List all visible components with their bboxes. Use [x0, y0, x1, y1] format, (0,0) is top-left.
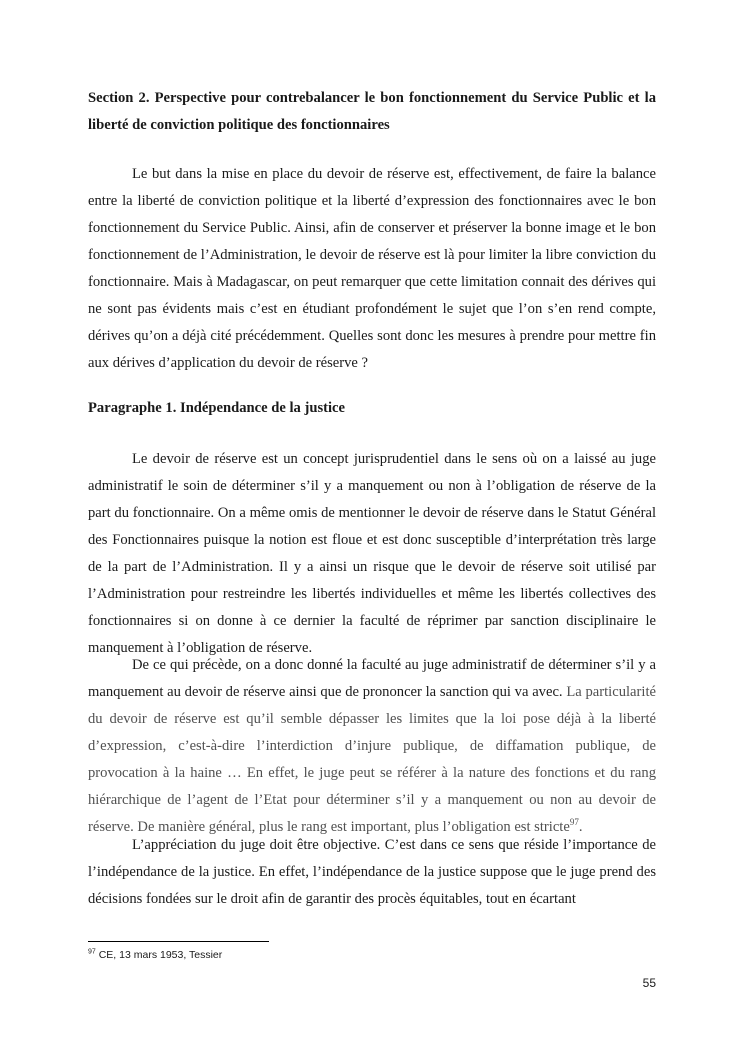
- footnote: [88, 948, 222, 962]
- footnote-number: 97: [88, 948, 96, 956]
- paragraph-heading: Paragraphe 1. Indépendance de la justice: [88, 400, 346, 416]
- section-intro-paragraph: Le but dans la mise en place du devoir de réserve est, effectivement, de faire la balance entre la liberté de conviction politique et la liberté d’expression des fonctionnaires avec le bon fonctionnement du Service Public. Ainsi, afin de conserver et préserver la bonne image et le bon fonctionnement de l’Administration, le devoir de réserve est là pour limiter la libre conviction du fonctionnaire. Mais à Madagascar, on peut remarquer que cette limitation connait des dérives qui ne sont pas évidents mais c’est en étudiant profondément le sujet que l’on s’en rend compte, dérives qu’on a déjà cité précédemment. Quelles sont donc les mesures à prendre pour mettre fin aux dérives d’application du devoir de réserve ?: [88, 166, 656, 371]
- body-paragraph-2: [88, 652, 656, 841]
- footnote-reference[interactable]: 97: [569, 817, 579, 828]
- page-number: 55: [642, 976, 656, 990]
- body-paragraph-2-dark: De ce qui précède, on a donc donné la faculté au juge administratif de déterminer s’il y a manquement au devoir de réserve ainsi que de prononcer la sanction qui va avec.: [88, 657, 656, 700]
- footnote-text: CE, 13 mars 1953, Tessier: [98, 949, 223, 961]
- body-paragraph-3: L’appréciation du juge doit être objective. C’est dans ce sens que réside l’importance de l’indépendance de la justice. En effet, l’indépendance de la justice suppose que le juge prend des décisions fondées sur le droit afin de garantir des procès équitables, tout en écartant: [88, 837, 656, 907]
- body-paragraph-1: Le devoir de réserve est un concept jurisprudentiel dans le sens où on a laissé au juge administratif le soin de déterminer s’il y a manquement ou non à l’obligation de réserve de la part du fonctionnaire. On a même omis de mentionner le devoir de réserve dans le Statut Général des Fonctionnaires puisque la notion est floue et est donc susceptible d’interprétation très large de la part de l’Administration. Il y a ainsi un risque que le devoir de réserve soit utilisé par l’Administration pour restreindre les libertés individuelles et même les libertés collectives des fonctionnaires si on donne à ce dernier la faculté de réprimer par sanction disciplinaire le manquement à l’obligation de réserve.: [88, 451, 656, 656]
- body-paragraph-2-gray: La particularité du devoir de réserve est qu’il semble dépasser les limites que la loi pose déjà à la liberté d’expression, c’est-à-dire l’interdiction d’injure publique, de diffamation publique, de provocation à la haine … En effet, le juge peut se référer à la nature des fonctions et du rang hiérarchique de l’agent de l’Etat pour déterminer s’il y a manquement ou non au devoir de réserve. De manière général, plus le rang est important, plus l’obligation est stricte: [88, 684, 656, 835]
- section-heading: Section 2. Perspective pour contrebalancer le bon fonctionnement du Service Public et la liberté de conviction politique des fonctionnaires: [88, 90, 656, 133]
- body-paragraph-2-end: .: [578, 819, 583, 835]
- footnote-divider: [88, 941, 269, 942]
